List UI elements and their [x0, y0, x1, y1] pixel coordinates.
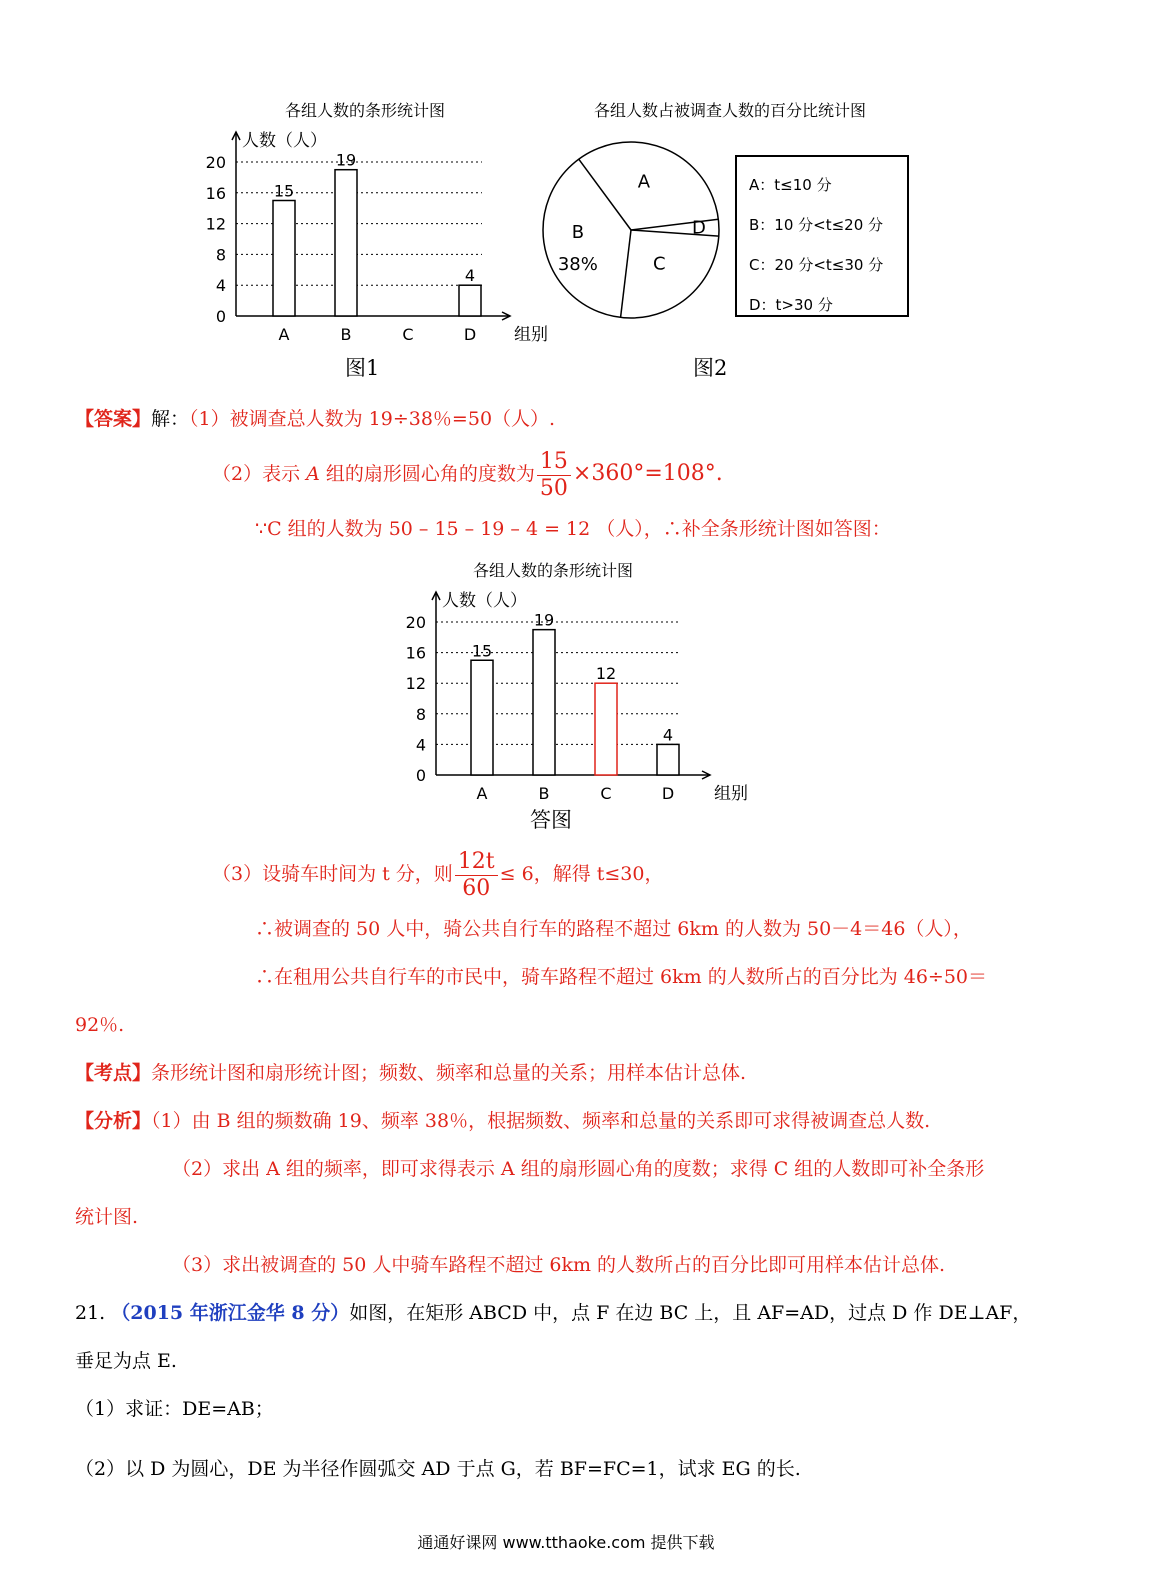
pie-slice-label: B [571, 222, 585, 244]
answer-line-7: 92％. [75, 1014, 125, 1036]
pie-slice-label: C [652, 253, 666, 275]
fenxi-tag: 【分析】 [75, 1110, 152, 1132]
data-label: 15 [471, 641, 493, 661]
figure-caption: 图2 [693, 356, 728, 380]
x-tick-label: A [278, 325, 290, 344]
fenxi-line-4: （3）求出被调查的 50 人中骑车路程不超过 6km 的人数所占的百分比即可用样本估计总体. [172, 1254, 946, 1276]
data-label: 4 [662, 725, 674, 745]
data-label: 15 [273, 181, 295, 201]
y-tick-label: 12 [405, 674, 426, 694]
answer-text: （2）表示 [212, 463, 307, 485]
answer-line-2 [212, 446, 723, 502]
question-number: 21. [75, 1302, 106, 1324]
x-axis-label: 组别 [714, 784, 748, 804]
y-tick-label: 8 [215, 245, 226, 265]
chart-title: 各组人数的条形统计图 [472, 561, 634, 580]
x-tick-label: D [661, 784, 675, 803]
bar-chart-fig1 [200, 90, 548, 390]
legend-item: D：t>30 分 [749, 296, 833, 314]
data-label: 12 [595, 664, 617, 684]
answer-line-1 [75, 406, 555, 432]
fraction [537, 449, 571, 502]
legend-item: B：10 分<t≤20 分 [749, 216, 884, 234]
answer-text: ≤ 6，解得 t≤30， [499, 863, 664, 885]
x-tick-label: B [340, 325, 352, 344]
pie-slice-value: 38% [557, 254, 598, 276]
kaodian-text: 条形统计图和扇形统计图；频数、频率和总量的关系；用样本估计总体. [151, 1062, 747, 1084]
q21-line-2: 垂足为点 E. [75, 1350, 177, 1372]
y-tick-label: 4 [215, 276, 226, 296]
answer-tag: 【答案】 [75, 408, 152, 430]
y-tick-label: 20 [405, 613, 426, 632]
x-tick-label: D [463, 325, 477, 344]
y-tick-label: 12 [205, 214, 226, 234]
answer-line-3: ∵C 组的人数为 50 – 15 – 19 – 4 = 12 （人），∴补全条形统计图如答图： [255, 518, 891, 540]
x-tick-label: C [600, 784, 612, 803]
q21-line-1 [75, 1300, 1031, 1326]
y-tick-label: 20 [205, 153, 226, 172]
fenxi-line-3: 统计图. [75, 1206, 139, 1228]
fraction-numerator: 12t [455, 849, 498, 876]
answer-text: （3）设骑车时间为 t 分，则 [212, 863, 453, 885]
page-footer: 通通好课网 www.tthaoke.com 提供下载 [417, 1533, 715, 1552]
bar [471, 660, 493, 775]
question-text: 如图，在矩形 ABCD 中，点 F 在边 BC 上，且 AF=AD，过点 D 作 DE⊥AF， [349, 1302, 1032, 1324]
fraction-denominator: 60 [462, 875, 491, 901]
pie-slice-label: D [692, 217, 706, 239]
fraction [455, 849, 498, 902]
q21-part-1: （1）求证：DE=AB； [75, 1398, 274, 1420]
bar [657, 744, 679, 775]
data-label: 19 [335, 150, 357, 170]
bar [595, 683, 617, 775]
legend-item: C：20 分<t≤30 分 [749, 256, 884, 274]
chart-title: 各组人数的条形统计图 [284, 101, 446, 120]
data-label: 4 [464, 266, 476, 286]
y-tick-label: 16 [405, 643, 426, 663]
legend-item: A：t≤10 分 [749, 176, 832, 194]
pie-legend [735, 155, 909, 317]
x-tick-label: B [538, 784, 550, 803]
answer-var: A [306, 463, 320, 485]
y-tick-label: 0 [215, 307, 226, 326]
figure-caption: 图1 [345, 356, 380, 380]
x-tick-label: A [476, 784, 488, 803]
y-tick-label: 8 [415, 704, 426, 724]
y-tick-label: 16 [205, 183, 226, 203]
answer-text: 组的扇形圆心角的度数为 [319, 463, 535, 485]
bar [335, 170, 357, 316]
y-tick-label: 4 [415, 735, 426, 755]
y-axis-label: 人数（人） [442, 591, 527, 611]
answer-text: （1）被调查总人数为 19÷38％=50（人）. [189, 408, 556, 430]
answer-line-5: ∴被调查的 50 人中，骑公共自行车的路程不超过 6km 的人数为 50－4＝46（人）， [255, 918, 972, 940]
fraction-denominator: 50 [539, 475, 568, 501]
bar [533, 630, 555, 775]
y-tick-label: 0 [415, 766, 426, 785]
chart-title: 各组人数占被调查人数的百分比统计图 [593, 101, 867, 120]
pie-slice-label: A [637, 171, 651, 193]
fenxi-text: （1）由 B 组的频数确 19、频率 38％，根据频数、频率和总量的关系即可求得被调查总人数. [151, 1110, 931, 1132]
kaodian-line [75, 1060, 746, 1086]
bar [459, 285, 481, 316]
q21-part-2: （2）以 D 为圆心，DE 为半径作圆弧交 AD 于点 G，若 BF=FC=1，试求 EG 的长. [75, 1458, 801, 1480]
figure-caption: 答图 [530, 808, 572, 832]
data-label: 19 [533, 610, 555, 630]
answer-line-4 [212, 844, 663, 904]
question-source: （2015 年浙江金华 8 分） [111, 1302, 350, 1324]
bar-chart-answer [398, 550, 748, 810]
fenxi-line-2: （2）求出 A 组的频率，即可求得表示 A 组的扇形圆心角的度数；求得 C 组的人数即可补全条形 [172, 1158, 985, 1180]
answer-line-6: ∴在租用公共自行车的市民中，骑车路程不超过 6km 的人数所占的百分比为 46÷50＝ [255, 966, 988, 988]
x-axis-label: 组别 [514, 325, 548, 345]
answer-text: ×360°=108°. [572, 461, 723, 486]
x-tick-label: C [402, 325, 414, 344]
kaodian-tag: 【考点】 [75, 1062, 152, 1084]
answer-prefix: 解： [151, 408, 190, 430]
y-axis-label: 人数（人） [242, 131, 327, 151]
bar [273, 201, 295, 317]
fraction-numerator: 15 [537, 449, 571, 476]
fenxi-line-1 [75, 1108, 930, 1134]
